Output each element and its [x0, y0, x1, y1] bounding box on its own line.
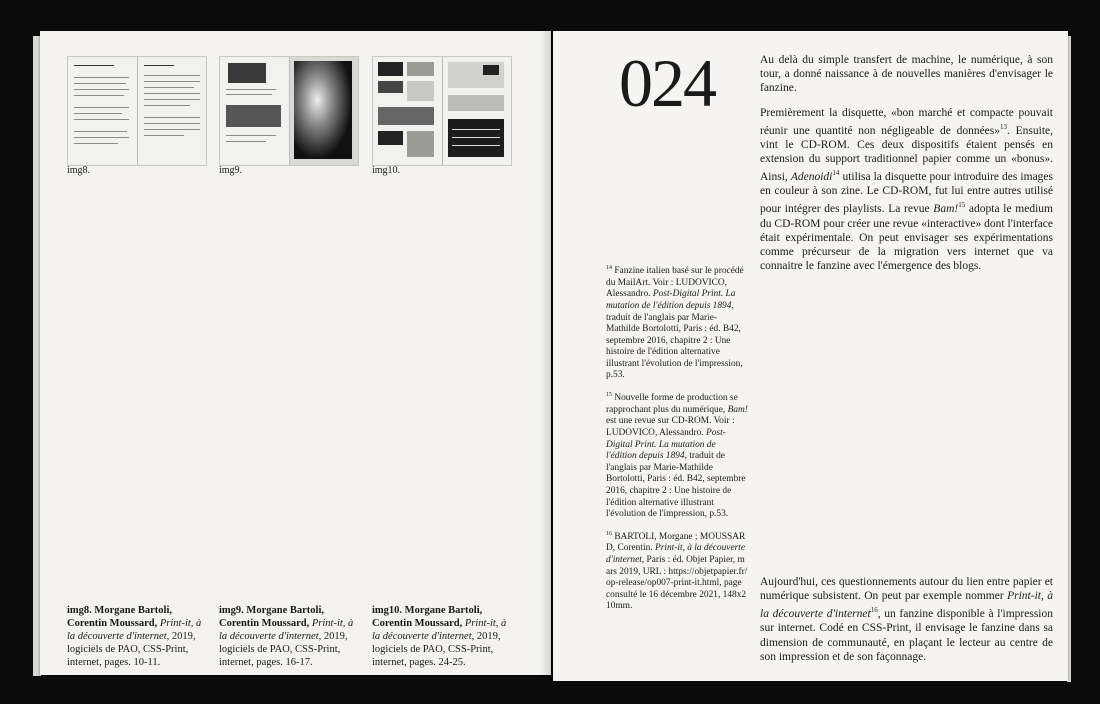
- right-page: [553, 31, 1068, 681]
- thumbnail-right-spread: [289, 57, 359, 165]
- thumbnail-img8: [67, 56, 207, 166]
- image-label: img10.: [372, 165, 401, 176]
- caption-ref: img8.: [67, 605, 92, 616]
- footnotes: [606, 263, 748, 621]
- outro-text: [760, 575, 1053, 664]
- image-label: img8.: [67, 165, 91, 176]
- page-number: 024: [619, 45, 715, 121]
- caption-img8: [67, 604, 207, 669]
- caption-title: Print-it, à la découverte d'internet: [372, 618, 507, 642]
- thumbnail-left-spread: [220, 57, 289, 165]
- thumbnail-right-spread: [442, 57, 512, 165]
- image-label: img9.: [219, 165, 243, 176]
- caption-authors: Morgane Bartoli, Corentin Moussard,: [372, 605, 483, 629]
- caption-details: , 2019, logiciels de PAO, CSS-Print, internet, pages. 24-25.: [372, 631, 501, 668]
- caption-details: , 2019, logiciels de PAO, CSS-Print, internet, pages. 10-11.: [67, 631, 196, 668]
- thumbnail-right-spread: [137, 57, 207, 165]
- caption-ref: img10.: [372, 605, 403, 616]
- footnote-14: $^{14}$ Fanzine italien basé sur le procédé du MailArt. Voir : LUDOVICO, Alessandro. Post-Digital Print. La mutation de l'édition depuis 1894, traduit de l'anglais par Marie-Mathilde Bortolotti, Paris : éd. B42, septembre 2016, chapitre 2 : Une histoire de l'édition alternative illustrant l'évolution de l'impression, p.53.: [606, 265, 744, 381]
- thumbnail-img10: [372, 56, 512, 166]
- footnote-16: $^{16}$ BARTOLI, Morgane ; MOUSSARD, Corentin. Print-it, à la découverte d'internet, Paris : éd. Objet Papier, mars 2019, URL : https://objetpapier.fr/op-release/op007-print-it.html, page consulté le 16 décembre 2021, 148x210mm.: [606, 530, 748, 612]
- thumbnail-img9: [219, 56, 359, 166]
- paragraph: Au delà du simple transfert de machine, le numérique, à son tour, a donné naissance à de nouvelles manières d'envisager le fanzine.: [760, 54, 1053, 95]
- intro-text: [760, 53, 1053, 273]
- caption-img10: [372, 604, 512, 669]
- caption-details: , 2019, logiciels de PAO, CSS-Print, internet, pages. 16-17.: [219, 631, 348, 668]
- caption-authors: Morgane Bartoli, Corentin Moussard,: [67, 605, 172, 629]
- caption-ref: img9.: [219, 605, 244, 616]
- caption-authors: Morgane Bartoli, Corentin Moussard,: [219, 605, 324, 629]
- caption-img9: [219, 604, 359, 669]
- thumbnail-left-spread: [373, 57, 442, 165]
- left-page: [40, 31, 551, 675]
- paragraph: Aujourd'hui, ces questionnements autour du lien entre papier et numérique subsistent. On peut par exemple nommer Print-it, à la découverte d'internet$^{16}$, un fanzine disponible à l'impression sur internet. Codé en CSS-Print, il envisage le fanzine dans sa dimension de communauté, en plaçant le lecteur au centre de son impression et de son façonnage.: [760, 576, 1053, 663]
- footnote-15: $^{15}$ Nouvelle forme de production se rapprochant plus du numérique, Bam! est une revue sur CD-ROM. Voir : LUDOVICO, Alessandro. Post-Digital Print. La mutation de l'édition depuis 1894, traduit de l'anglais par Marie-Mathilde Bortolotti, Paris : éd. B42, septembre 2016, chapitre 2 : Une histoire de l'édition alternative illustrant l'évolution de l'impression, p.53.: [606, 392, 748, 520]
- paragraph: Premièrement la disquette, «bon marché et compacte pouvait réunir une quantité non négligeable de données»$^{13}$. Ensuite, vint le CD-ROM. Ces deux dispositifs étaient pensés en extension du support traditionnel papier comme un «bonus». Ainsi, Adenoidi$^{14}$ utilisa la disquette pour introduire des images en couleur à son zine. Le CD-ROM, fut lui entre autres utilisé pour intégrer des playlists. La revue Bam!$^{15}$ adopta le medium du CD-ROM pour créer une revue «interactive» dont l'interface était expérimentale. On peut envisager ses expérimentations comme précurseur de la migration vers internet que va connaitre le fanzine avec l'émergence des blogs.: [760, 106, 1054, 273]
- caption-title: Print-it, à la découverte d'internet: [219, 618, 354, 642]
- caption-title: Print-it, à la découverte d'internet: [67, 618, 202, 642]
- thumbnail-left-spread: [68, 57, 137, 165]
